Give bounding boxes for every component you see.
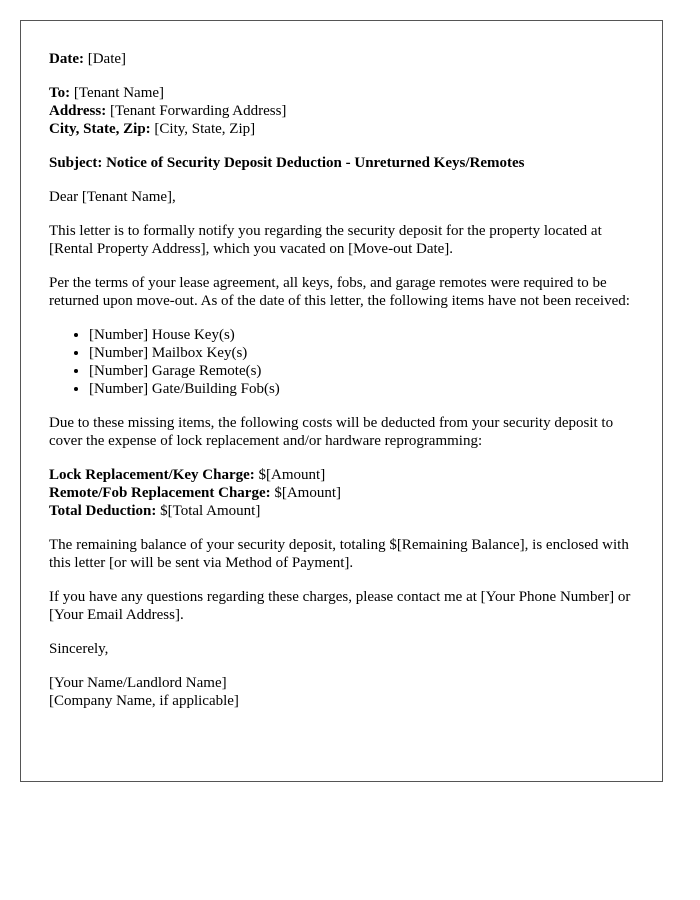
subject-text: Subject: Notice of Security Deposit Deduction - Unreturned Keys/Remotes xyxy=(49,155,525,171)
date-value: [Date] xyxy=(87,51,127,67)
balance-paragraph: The remaining balance of your security deposit, totaling $[Remaining Balance], is enclosed with this letter [or will be sent via Method of Payment]. xyxy=(49,537,629,571)
remote-charge-label: Remote/Fob Replacement Charge: xyxy=(49,485,271,501)
list-item: • [Number] Gate/Building Fob(s) xyxy=(89,380,634,398)
letter-document xyxy=(20,20,663,782)
missing-items-list xyxy=(49,326,634,398)
signature-block xyxy=(49,674,634,710)
total-deduction-label: Total Deduction: xyxy=(49,503,157,519)
list-item: • [Number] Garage Remote(s) xyxy=(89,362,634,380)
lock-charge-value: $[Amount] xyxy=(258,467,326,483)
to-value: [Tenant Name] xyxy=(73,85,165,101)
intro-paragraph: This letter is to formally notify you regarding the security deposit for the property located at [Rental Property Address], which you vacated on [Move-out Date]. xyxy=(49,223,602,257)
city-value: [City, State, Zip] xyxy=(154,121,256,137)
subject-line xyxy=(49,154,634,172)
salutation: Dear [Tenant Name], xyxy=(49,189,176,205)
recipient-block xyxy=(49,84,634,138)
date-line xyxy=(49,50,634,68)
address-value: [Tenant Forwarding Address] xyxy=(109,103,287,119)
total-deduction-value: $[Total Amount] xyxy=(160,503,261,519)
list-item: • [Number] Mailbox Key(s) xyxy=(89,344,634,362)
lock-charge-label: Lock Replacement/Key Charge: xyxy=(49,467,255,483)
deduction-paragraph: Due to these missing items, the following costs will be deducted from your security deposit to cover the expense of lock replacement and/or hardware reprogramming: xyxy=(49,415,614,449)
date-label: Date: xyxy=(49,51,84,67)
closing: Sincerely, xyxy=(49,641,109,657)
signature-company: [Company Name, if applicable] xyxy=(49,693,239,709)
to-label: To: xyxy=(49,85,71,101)
signature-name: [Your Name/Landlord Name] xyxy=(49,675,227,691)
charges-block xyxy=(49,466,634,520)
questions-paragraph: If you have any questions regarding these charges, please contact me at [Your Phone Number] or [Your Email Address]. xyxy=(49,589,631,623)
terms-paragraph: Per the terms of your lease agreement, all keys, fobs, and garage remotes were required to be returned upon move-out. As of the date of this letter, the following items have not been received: xyxy=(49,275,630,309)
remote-charge-value: $[Amount] xyxy=(274,485,342,501)
address-label: Address: xyxy=(49,103,107,119)
list-item: • [Number] House Key(s) xyxy=(89,326,634,344)
city-label: City, State, Zip: xyxy=(49,121,151,137)
